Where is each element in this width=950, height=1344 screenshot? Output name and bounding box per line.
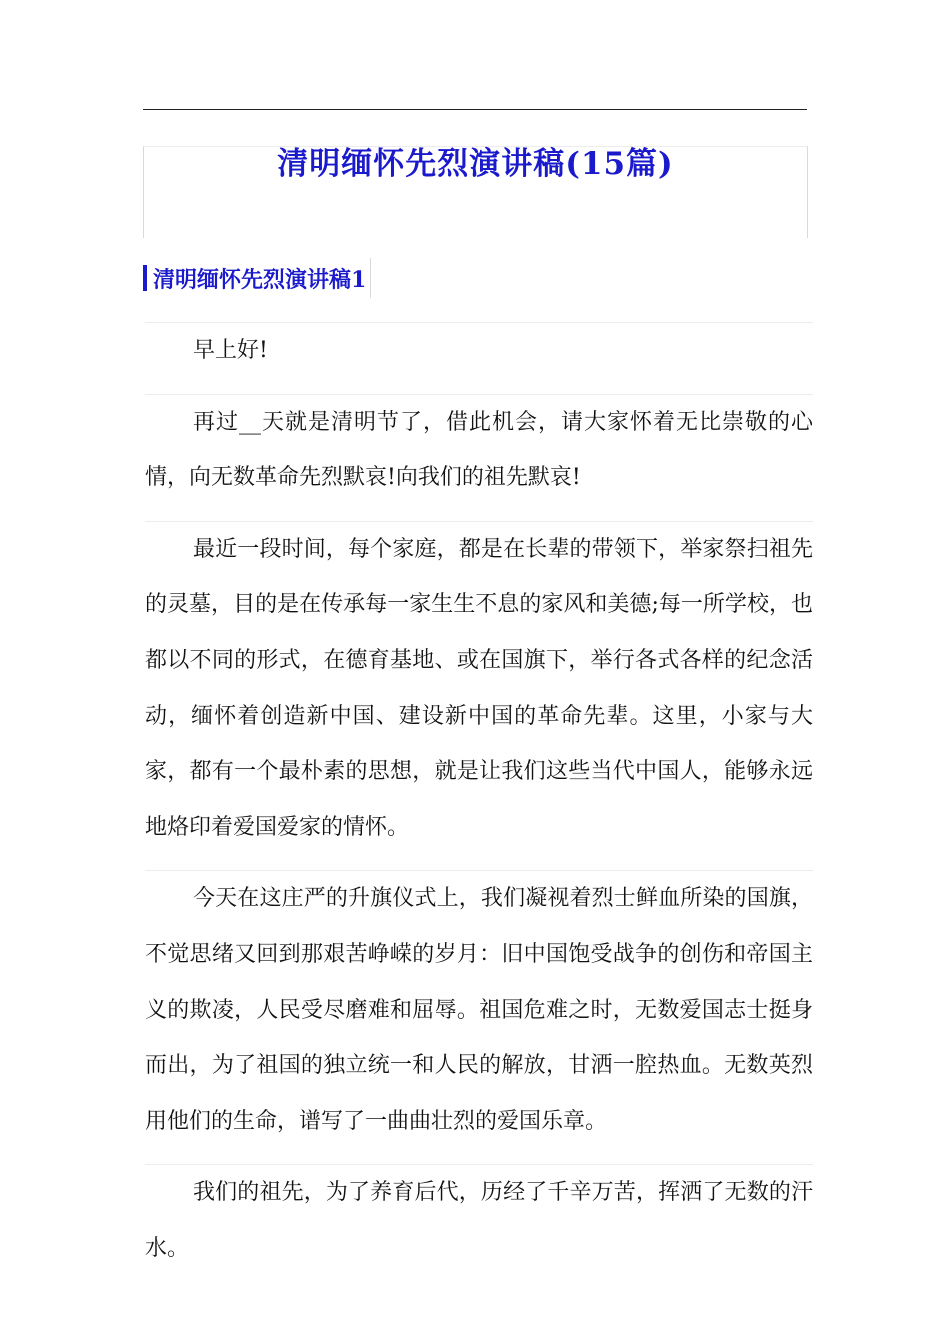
paragraph-5: 我们的祖先，为了养育后代，历经了千辛万苦，挥洒了无数的汗水。 <box>145 1164 813 1276</box>
paragraph-3: 最近一段时间，每个家庭，都是在长辈的带领下，举家祭扫祖先的灵墓，目的是在传承每一家生生不息的家风和美德;每一所学校，也都以不同的形式，在德育基地、或在国旗下，举行各式各样的纪念活动，缅怀着创造新中国、建设新中国的革命先辈。这里，小家与大家，都有一个最朴素的思想，就是让我们这些当代中国人，能够永远地烙印着爱国爱家的情怀。 <box>145 521 813 856</box>
paragraph-4: 今天在这庄严的升旗仪式上，我们凝视着烈士鲜血所染的国旗，不觉思绪又回到那艰苦峥嵘的岁月：旧中国饱受战争的创伤和帝国主义的欺凌，人民受尽磨难和屈辱。祖国危难之时，无数爱国志士挺身而出，为了祖国的独立统一和人民的解放，甘洒一腔热血。无数英烈用他们的生命，谱写了一曲曲壮烈的爱国乐章。 <box>145 870 813 1149</box>
document-title: 清明缅怀先烈演讲稿(15篇) <box>277 146 674 182</box>
paragraph-greeting: 早上好! <box>145 322 813 379</box>
heading-marker <box>143 265 147 291</box>
document-body <box>145 322 813 1292</box>
section-heading-text: 清明缅怀先烈演讲稿1 <box>153 266 367 293</box>
section-heading <box>143 258 371 298</box>
paragraph-2: 再过__天就是清明节了，借此机会，请大家怀着无比崇敬的心情，向无数革命先烈默哀!向我们的祖先默哀! <box>145 394 813 506</box>
header-rule <box>143 109 807 110</box>
